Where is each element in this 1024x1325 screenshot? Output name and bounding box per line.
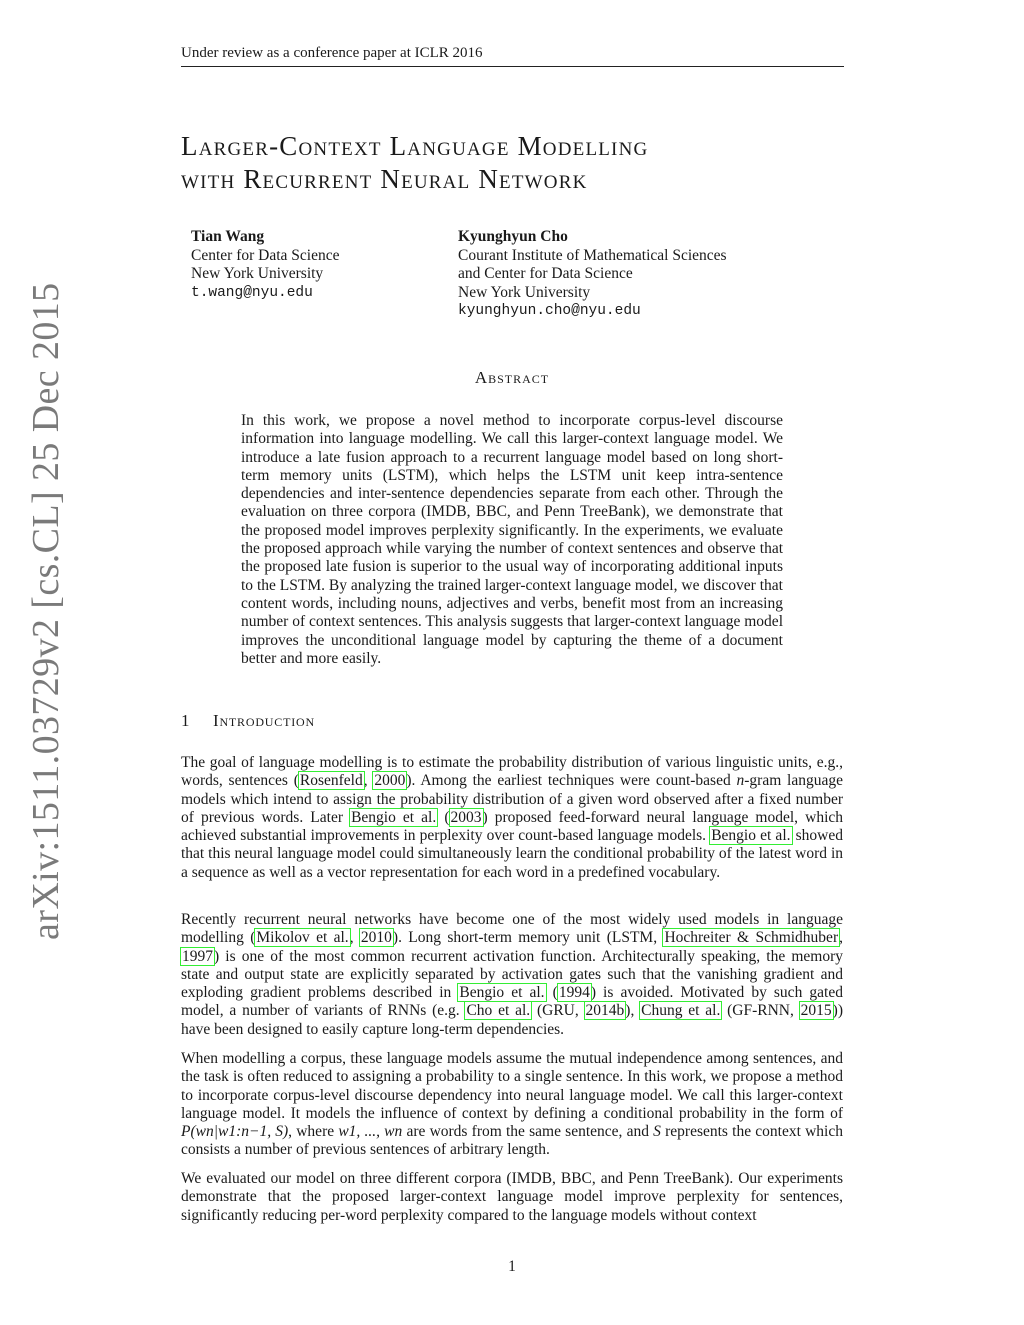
citation-link[interactable]: Bengio et al.: [711, 827, 791, 845]
citation-link[interactable]: Rosenfeld: [299, 772, 363, 790]
author-name: Tian Wang: [191, 228, 265, 245]
author-email: kyunghyun.cho@nyu.edu: [458, 303, 641, 319]
text-run: ,: [839, 929, 843, 947]
abstract-heading: Abstract: [474, 368, 550, 387]
text-run: ),: [625, 1002, 641, 1020]
intro-paragraph-3: [181, 1050, 843, 1160]
author-affiliation: and Center for Data Science: [458, 265, 633, 282]
citation-link[interactable]: 2015: [800, 1002, 832, 1020]
text-run: showed that this neural language model could simultaneously learn the conditional probability of the latest word in a sequence as well as a vector representation for each word in a predefined vocabulary.: [181, 827, 843, 881]
text-run: ,: [363, 772, 374, 790]
text-run: -gram language models which intend to assign the probability distribution of a given word observed after a fixed number of previous words. Later: [181, 772, 843, 826]
text-run: (GRU,: [531, 1002, 585, 1020]
text-run: ,: [349, 929, 360, 947]
intro-paragraph-2: [181, 911, 843, 1039]
section-title: Introduction: [213, 711, 315, 730]
citation-link[interactable]: 2003: [450, 808, 482, 826]
author-name: Kyunghyun Cho: [458, 228, 568, 245]
math-expression: w1, ..., wn: [338, 1123, 403, 1141]
text-run: , where: [288, 1123, 339, 1141]
author-affiliation: Center for Data Science: [191, 246, 340, 264]
citation-link[interactable]: 1997: [182, 947, 213, 965]
citation-link[interactable]: Cho et al.: [466, 1002, 531, 1020]
paper-title-line-2: with Recurrent Neural Network: [181, 164, 588, 194]
text-run: When modelling a corpus, these language models assume the mutual independence among sentences, and the task is often reduced to assigning a probability to a single sentence. In this work, we propose a method to incorporate corpus-level discourse dependency into neural language model. We call this larger-context language model. It models the influence of context by defining a conditional probability in the form of: [181, 1050, 843, 1122]
text-run: ) is avoided. Motivated by such gated model, a number of variants of RNNs (e.g.: [181, 984, 843, 1020]
text-run: (: [437, 808, 450, 826]
citation-link[interactable]: 2014b: [585, 1002, 625, 1020]
intro-paragraph-4: We evaluated our model on three different corpora (IMDB, BBC, and Penn TreeBank). Our experiments demonstrate that the proposed larger-context language model improve perplexity for sentences, significantly reducing per-word perplexity compared to the language models without context: [181, 1170, 843, 1224]
text-run: )) have been designed to easily capture long-term dependencies.: [181, 1002, 843, 1038]
paper-title: [181, 130, 841, 196]
author-email: t.wang@nyu.edu: [191, 284, 313, 301]
paper-title-line-1: Larger-Context Language Modelling: [181, 131, 649, 161]
text-run: ) proposed feed-forward neural language model, which achieved substantial improvements in perplexity over count-based language models.: [181, 808, 844, 845]
page-number: 1: [508, 1258, 516, 1275]
text-run: Recently recurrent neural networks have become one of the most widely used models in language modelling (: [181, 911, 843, 947]
citation-link[interactable]: Hochreiter & Schmidhuber: [664, 929, 839, 947]
text-run: ) is one of the most common recurrent activation function. Architecturally speaking, the memory state and output state are explicitly separated by activation gates such that the vanishing gradient and exploding gradient problems described in: [181, 947, 843, 1002]
text-run: ). Among the earliest techniques were count-based: [406, 772, 737, 790]
citation-link[interactable]: 2010: [360, 929, 392, 947]
section-heading-introduction: [181, 711, 315, 731]
citation-link[interactable]: Bengio et al.: [459, 984, 545, 1002]
text-run: The goal of language modelling is to estimate the probability distribution of various linguistic units, e.g., words, sentences (: [181, 754, 843, 790]
section-number: 1: [181, 711, 191, 730]
math-expression: P(wn|w1:n−1, S): [181, 1123, 289, 1141]
text-run: (: [545, 984, 558, 1002]
author-affiliation: New York University: [458, 283, 591, 301]
citation-link[interactable]: 2000: [374, 772, 406, 790]
running-head: Under review as a conference paper at ICLR 2016: [181, 44, 844, 67]
arxiv-stamp: arXiv:1511.03729v2 [cs.CL] 25 Dec 2015: [25, 282, 67, 940]
text-run: (GF-RNN,: [721, 1002, 800, 1020]
math-symbol: S: [653, 1123, 661, 1141]
citation-link[interactable]: Bengio et al.: [351, 808, 437, 826]
abstract-text: In this work, we propose a novel method to incorporate corpus-level discourse information into language modelling. We call this larger-context language model. We introduce a late fusion approach to a recurrent language model based on long short-term memory units (LSTM), which helps the LSTM unit keep intra-sentence dependencies and inter-sentence dependencies separate from each other. Through the evaluation on three corpora (IMDB, BBC, and Penn TreeBank), we demonstrate that the proposed model improves perplexity significantly. In the experiments, we evaluate the proposed approach while varying the number of context sentences and observe that the proposed late fusion is superior to the usual way of incorporating additional inputs to the LSTM. By analyzing the trained larger-context language model, we discover that content words, including nouns, adjectives and verbs, benefit most from an increasing number of context sentences. This analysis suggests that larger-context language model improves the unconditional language model by capturing the theme of a document better and more easily.: [241, 412, 783, 667]
author-affiliation: New York University: [191, 265, 324, 282]
citation-link[interactable]: Mikolov et al.: [256, 929, 349, 947]
intro-paragraph-1: [181, 754, 843, 882]
author-block-1: [191, 228, 441, 302]
math-symbol: n: [736, 772, 745, 790]
citation-link[interactable]: 1994: [558, 984, 590, 1002]
citation-link[interactable]: Chung et al.: [641, 1002, 721, 1020]
text-run: ). Long short-term memory unit (LSTM,: [392, 929, 664, 947]
text-run: represents the context which consists a number of previous sentences of arbitrary length.: [181, 1123, 843, 1159]
author-block-2: [458, 228, 838, 321]
text-run: are words from the same sentence, and: [402, 1123, 654, 1141]
author-affiliation: Courant Institute of Mathematical Sciences: [458, 246, 727, 264]
